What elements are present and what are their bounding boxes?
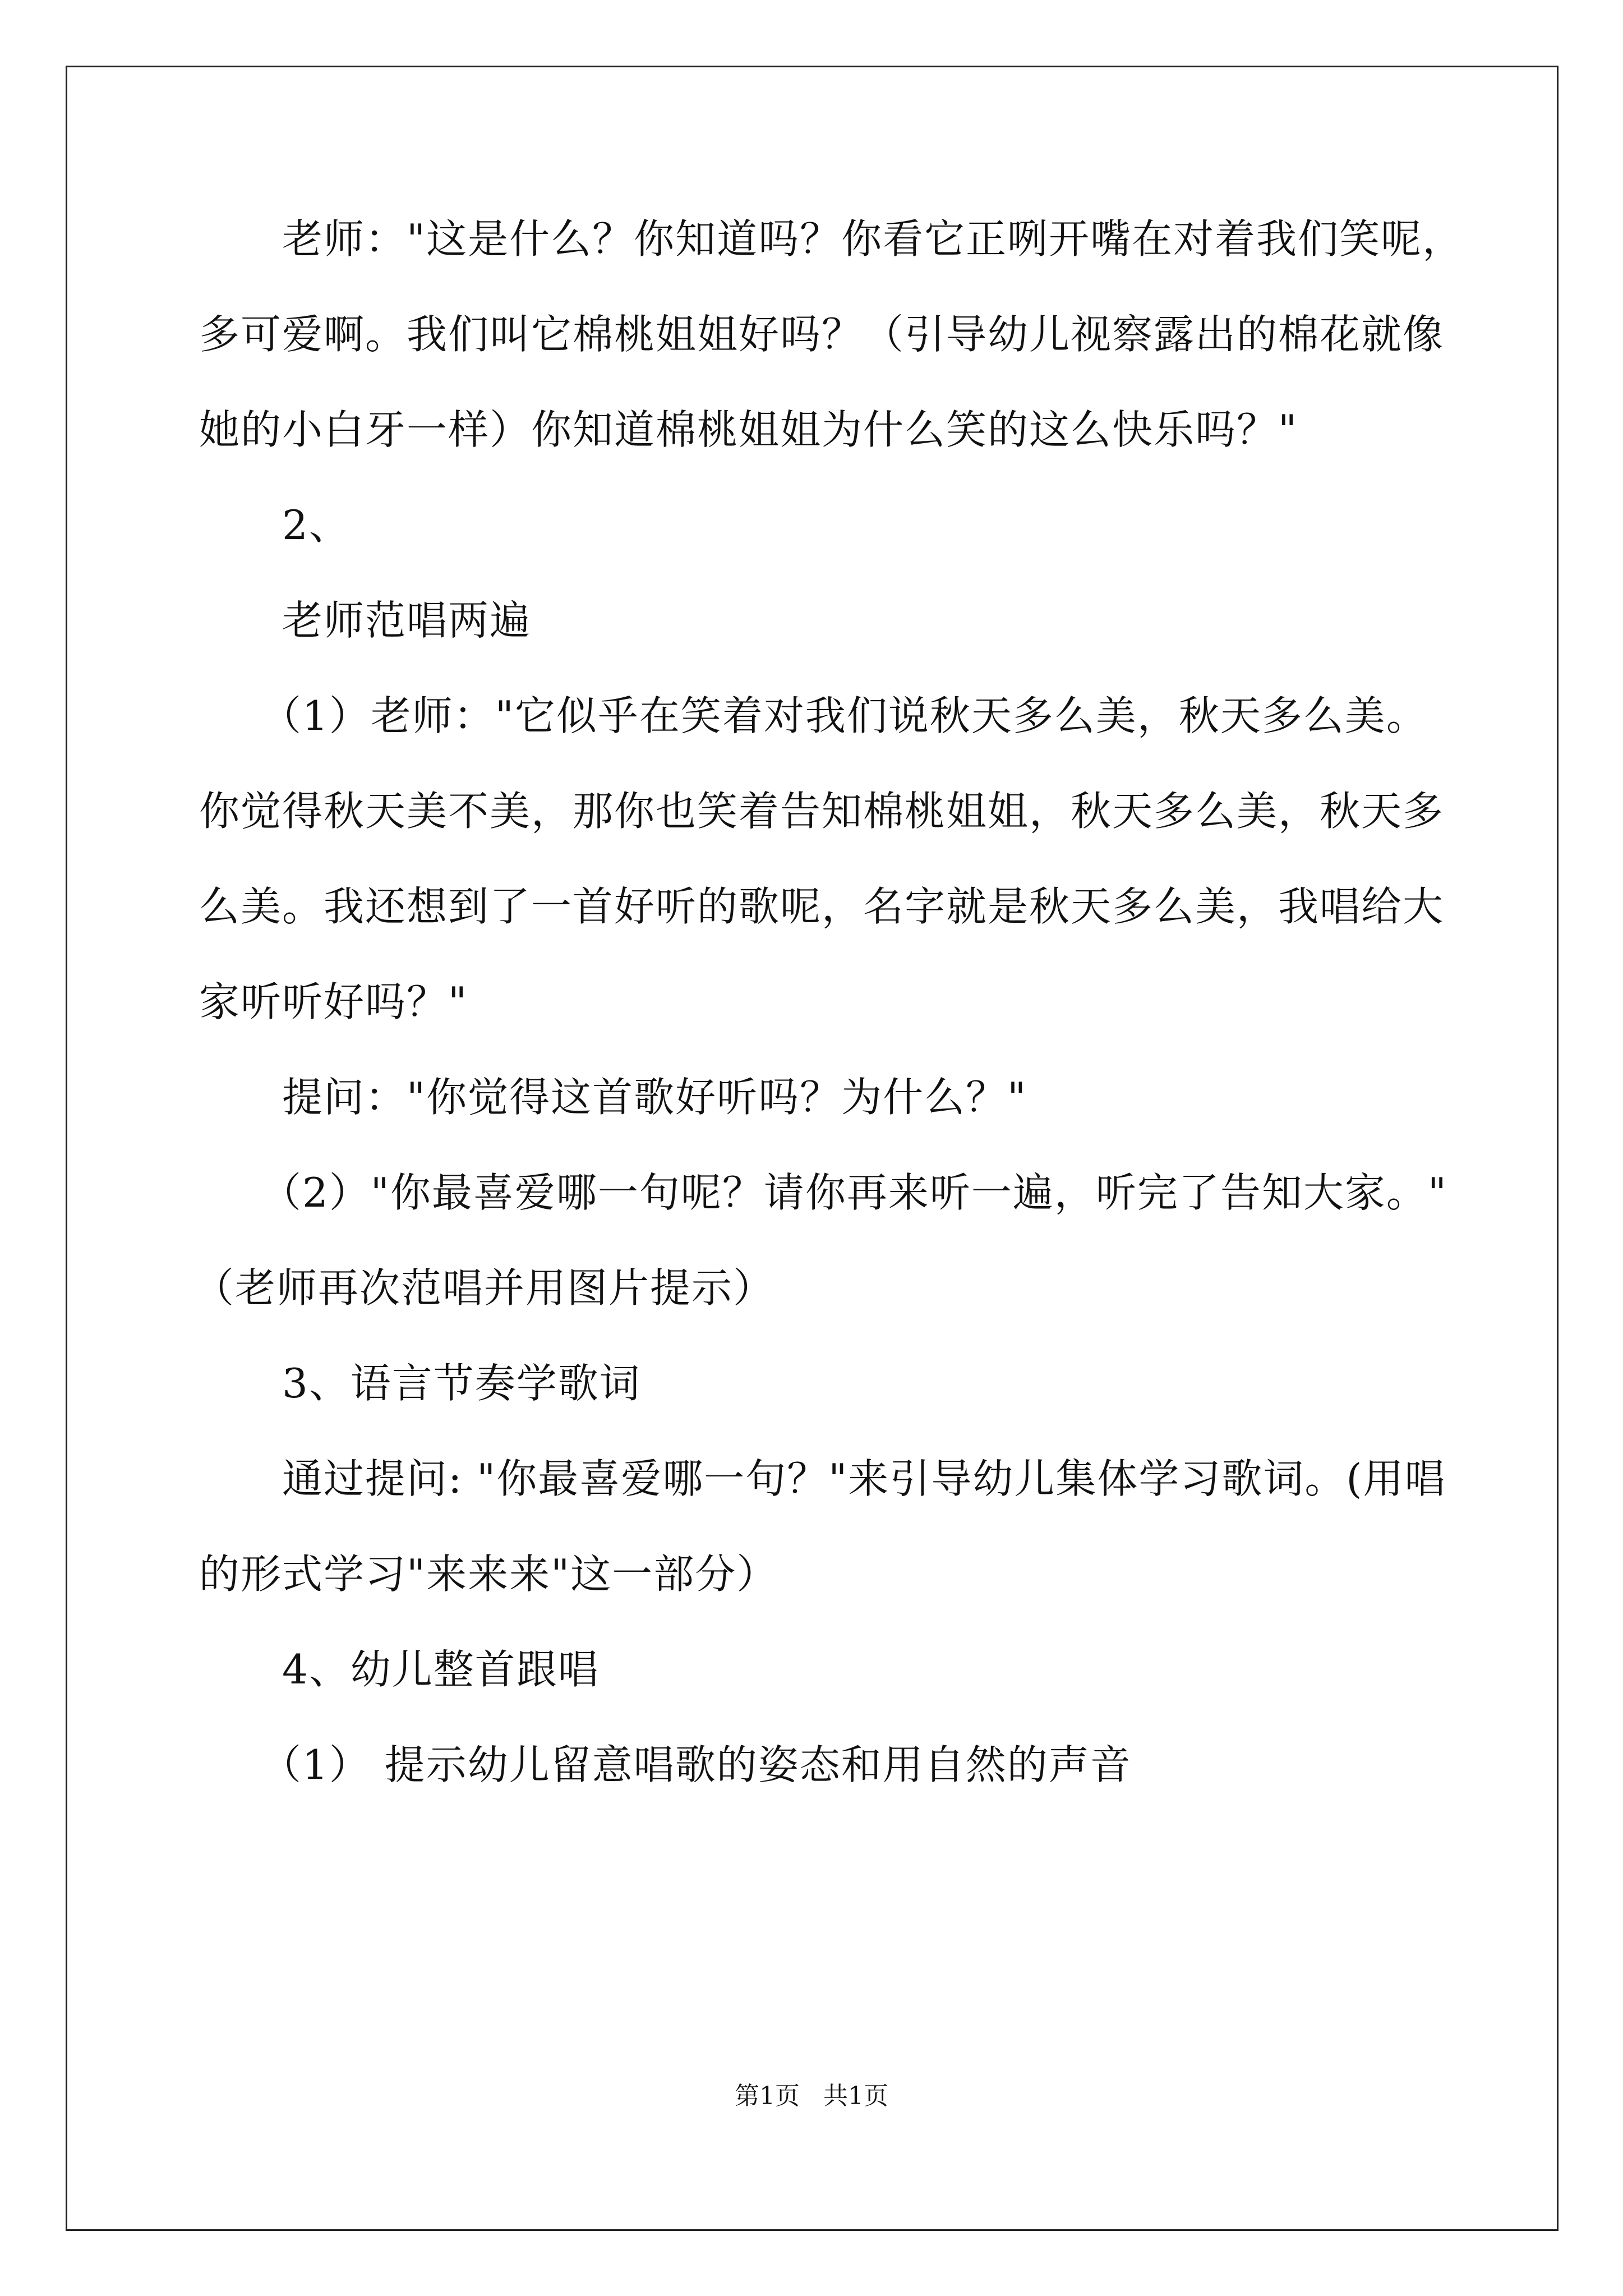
section-number: 2、 xyxy=(282,501,351,549)
page-frame xyxy=(66,66,1559,2231)
paragraph-line: 家听听好吗？" xyxy=(199,978,468,1025)
paragraph-line: 么美。我还想到了一首好听的歌呢，名字就是秋天多么美，我唱给大 xyxy=(199,883,1445,930)
page-footer: 第1页 共1页 xyxy=(735,2082,888,2110)
paragraph-line: （2）"你最喜爱哪一句呢？请你再来听一遍，听完了告知大家。" xyxy=(261,1169,1448,1216)
paragraph-line: 多可爱啊。我们叫它棉桃姐姐好吗？（引导幼儿视察露出的棉花就像 xyxy=(199,311,1445,358)
paragraph-line: 的形式学习"来来来"这一部分） xyxy=(199,1550,778,1598)
section-heading: 3、语言节奏学歌词 xyxy=(282,1360,641,1407)
paragraph-line: （1） 提示幼儿留意唱歌的姿态和用自然的声音 xyxy=(261,1741,1132,1788)
paragraph-line: 老师："这是什么？你知道吗？你看它正咧开嘴在对着我们笑呢， xyxy=(282,215,1464,263)
paragraph-line: 她的小白牙一样）你知道棉桃姐姐为什么笑的这么快乐吗？" xyxy=(199,406,1298,453)
section-heading: 老师范唱两遍 xyxy=(282,597,532,644)
paragraph-line: （老师再次范唱并用图片提示） xyxy=(193,1264,775,1312)
paragraph-line: 你觉得秋天美不美，那你也笑着告知棉桃姐姐，秋天多么美，秋天多 xyxy=(199,788,1445,835)
paragraph-line: （1）老师："它似乎在笑着对我们说秋天多么美，秋天多么美。 xyxy=(261,692,1428,739)
section-heading: 4、幼儿整首跟唱 xyxy=(282,1646,600,1693)
paragraph-line: 提问："你觉得这首歌好听吗？为什么？" xyxy=(282,1074,1027,1121)
paragraph-line: 通过提问: "你最喜爱哪一句？"来引导幼儿集体学习歌词。(用唱 xyxy=(282,1455,1446,1502)
